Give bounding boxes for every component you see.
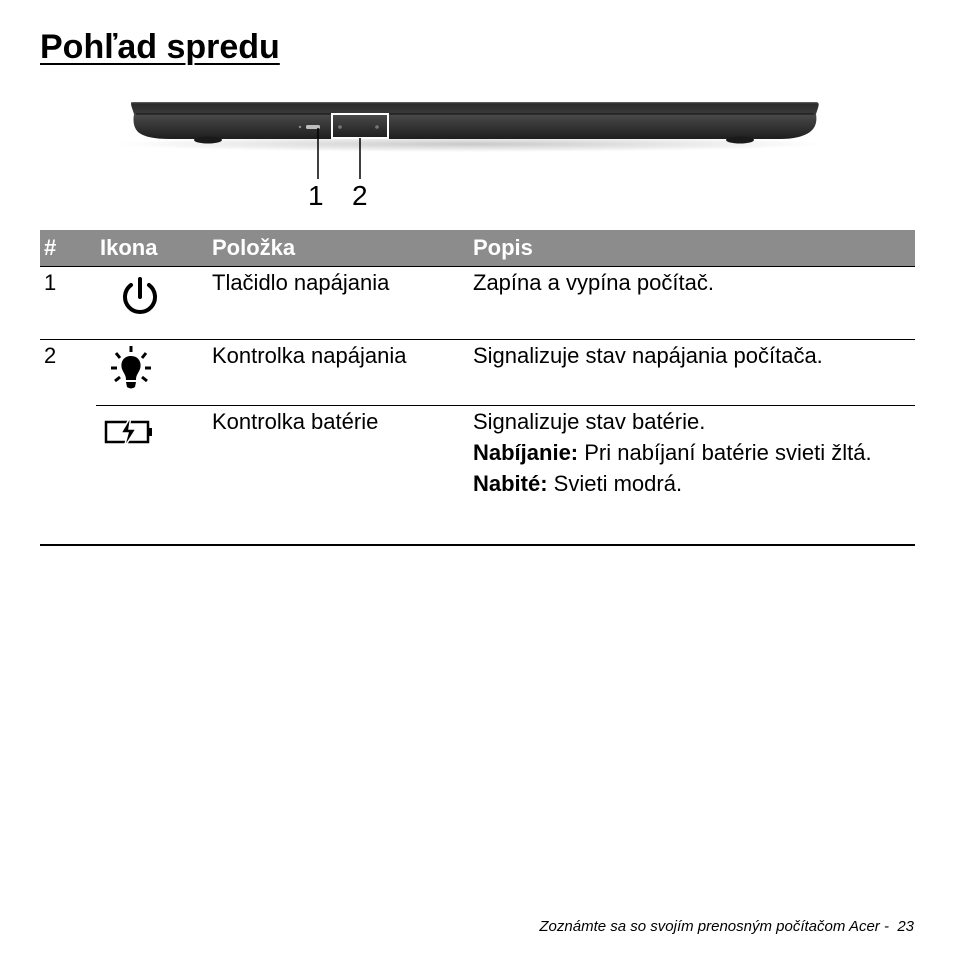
charging-label: Nabíjanie: (473, 440, 579, 465)
charging-note (473, 437, 915, 468)
row-description: Signalizuje stav napájania počítača. (469, 340, 915, 406)
table-row (40, 267, 915, 340)
header-num: # (40, 230, 96, 267)
table-row (40, 406, 915, 546)
components-table (40, 230, 915, 546)
row-description: Signalizuje stav batérie. (473, 409, 706, 434)
charged-text: Svieti modrá. (547, 471, 683, 496)
row-description-cell (469, 406, 915, 546)
row-number (40, 406, 96, 546)
table-header-row (40, 230, 915, 267)
lightbulb-icon (108, 344, 154, 394)
page-title: Pohľad spredu (40, 28, 280, 66)
page-footer (539, 918, 914, 935)
footer-text: Zoznámte sa so svojím prenosným počítačom Acer - (539, 918, 889, 935)
table-row (40, 340, 915, 406)
charged-note (473, 468, 915, 499)
callout-2: 2 (352, 180, 368, 211)
row-item: Tlačidlo napájania (208, 267, 469, 340)
row-icon-cell (96, 406, 208, 546)
row-icon-cell (96, 267, 208, 340)
row-number: 1 (40, 267, 96, 340)
row-description: Zapína a vypína počítač. (469, 267, 915, 340)
callout-1: 1 (308, 180, 324, 211)
battery-charging-icon (104, 414, 154, 450)
laptop-front-illustration (110, 92, 850, 222)
row-icon-cell (96, 340, 208, 406)
charged-label: Nabité: (473, 471, 548, 496)
header-description: Popis (469, 230, 915, 267)
row-item: Kontrolka batérie (208, 406, 469, 546)
row-item: Kontrolka napájania (208, 340, 469, 406)
row-number: 2 (44, 343, 57, 368)
header-icon: Ikona (96, 230, 208, 267)
header-item: Položka (208, 230, 469, 267)
page-number: 23 (897, 918, 914, 935)
charging-text: Pri nabíjaní batérie svieti žltá. (578, 440, 872, 465)
laptop-front-view-figure (110, 92, 850, 222)
power-icon (118, 275, 162, 319)
